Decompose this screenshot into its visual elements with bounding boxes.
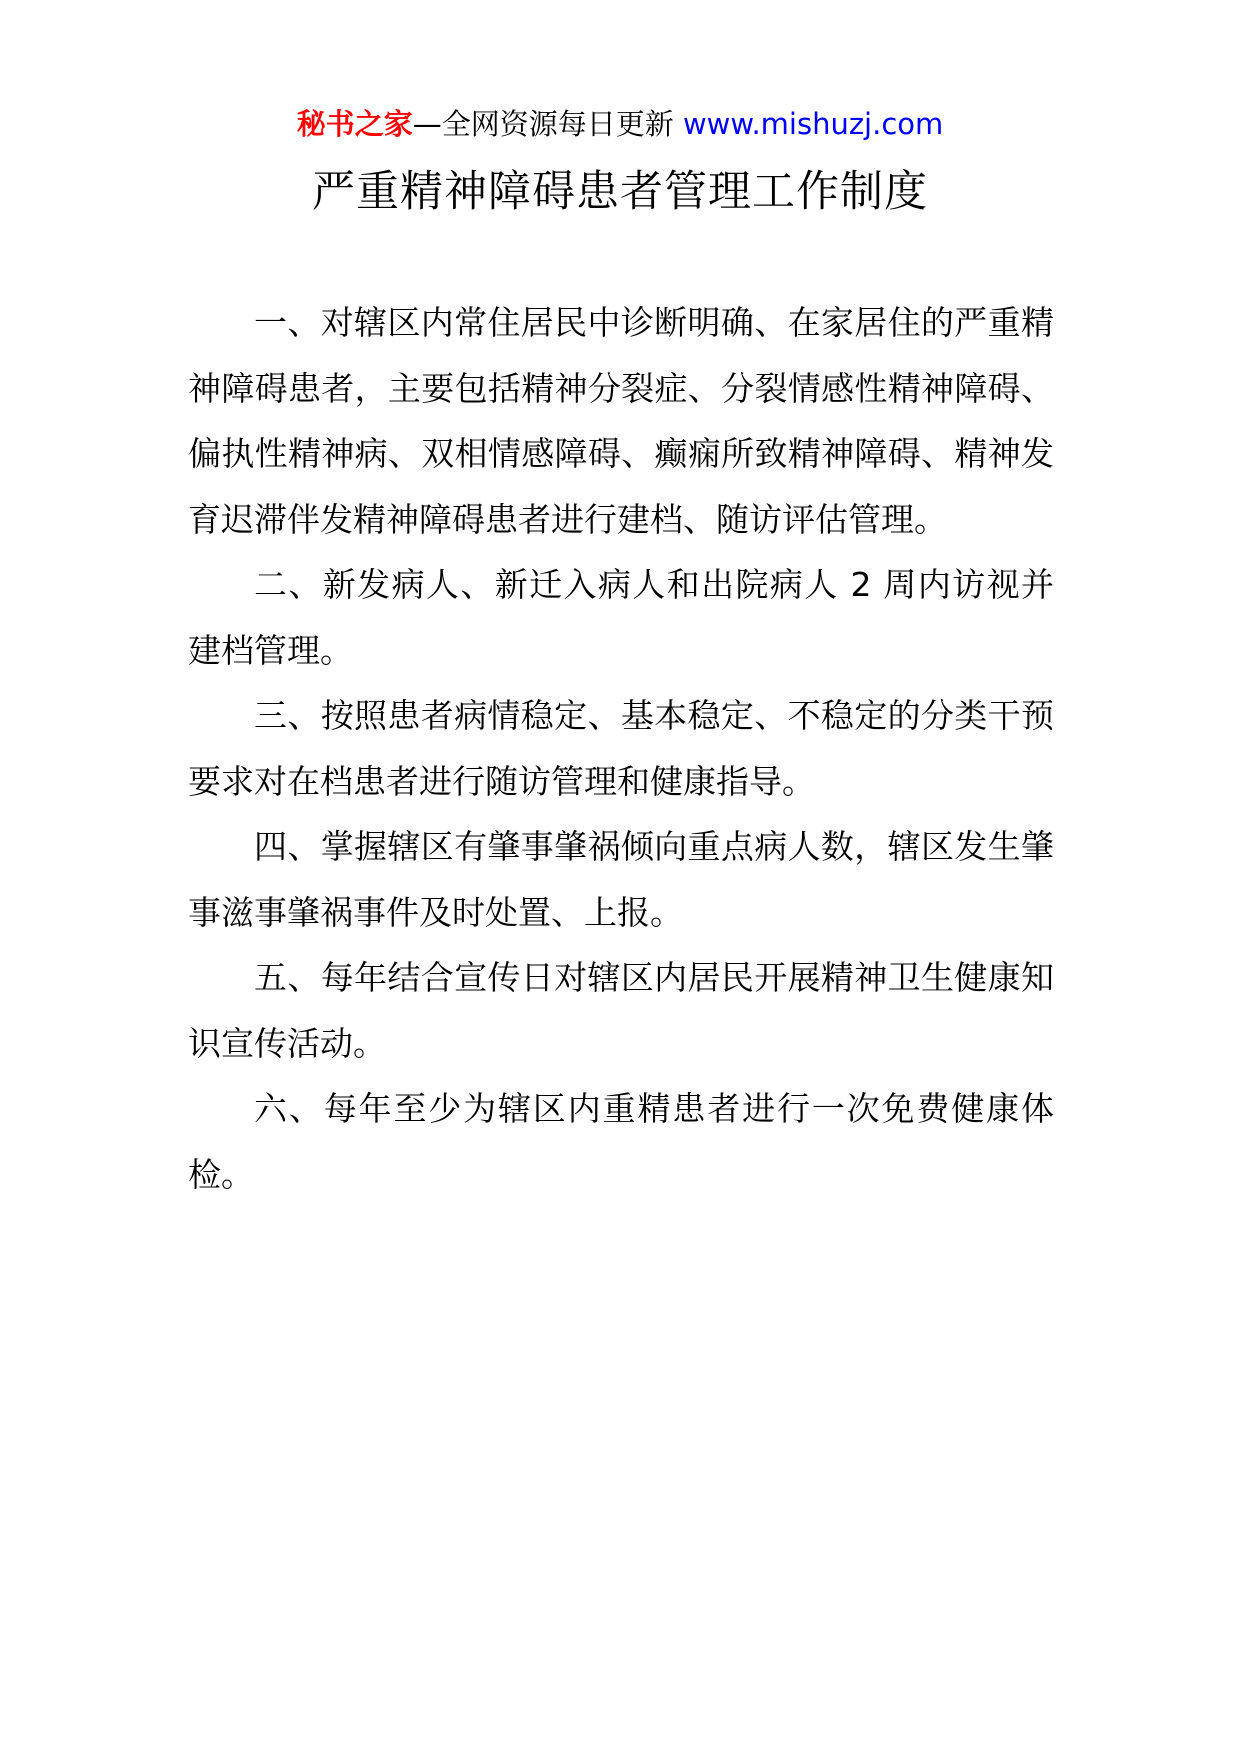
paragraph-3: 三、按照患者病情稳定、基本稳定、不稳定的分类干预要求对在档患者进行随访管理和健康指导。 [188,696,1054,801]
document-title: 严重精神障碍患者管理工作制度 [312,167,928,217]
site-header [0,102,1240,146]
paragraph-1: 一、对辖区内常住居民中诊断明确、在家居住的严重精神障碍患者，主要包括精神分裂症、分裂情感性精神障碍、偏执性精神病、双相情感障碍、癫痫所致精神障碍、精神发育迟滞伴发精神障碍患者进行建档、随访评估管理。 [188,303,1054,539]
paragraph-5: 五、每年结合宣传日对辖区内居民开展精神卫生健康知识宣传活动。 [188,958,1054,1063]
header-tagline: —全网资源每日更新 [412,107,683,141]
paragraph-6: 六、每年至少为辖区内重精患者进行一次免费健康体检。 [188,1089,1054,1194]
site-url-link[interactable]: www.mishuzj.com [682,107,944,141]
paragraph-2: 二、新发病人、新迁入病人和出院病人 2 周内访视并建档管理。 [188,565,1054,670]
paragraph-4: 四、掌握辖区有肇事肇祸倾向重点病人数，辖区发生肇事滋事肇祸事件及时处置、上报。 [188,827,1054,932]
brand-name: 秘书之家 [296,107,413,141]
document-body [188,290,1054,1207]
